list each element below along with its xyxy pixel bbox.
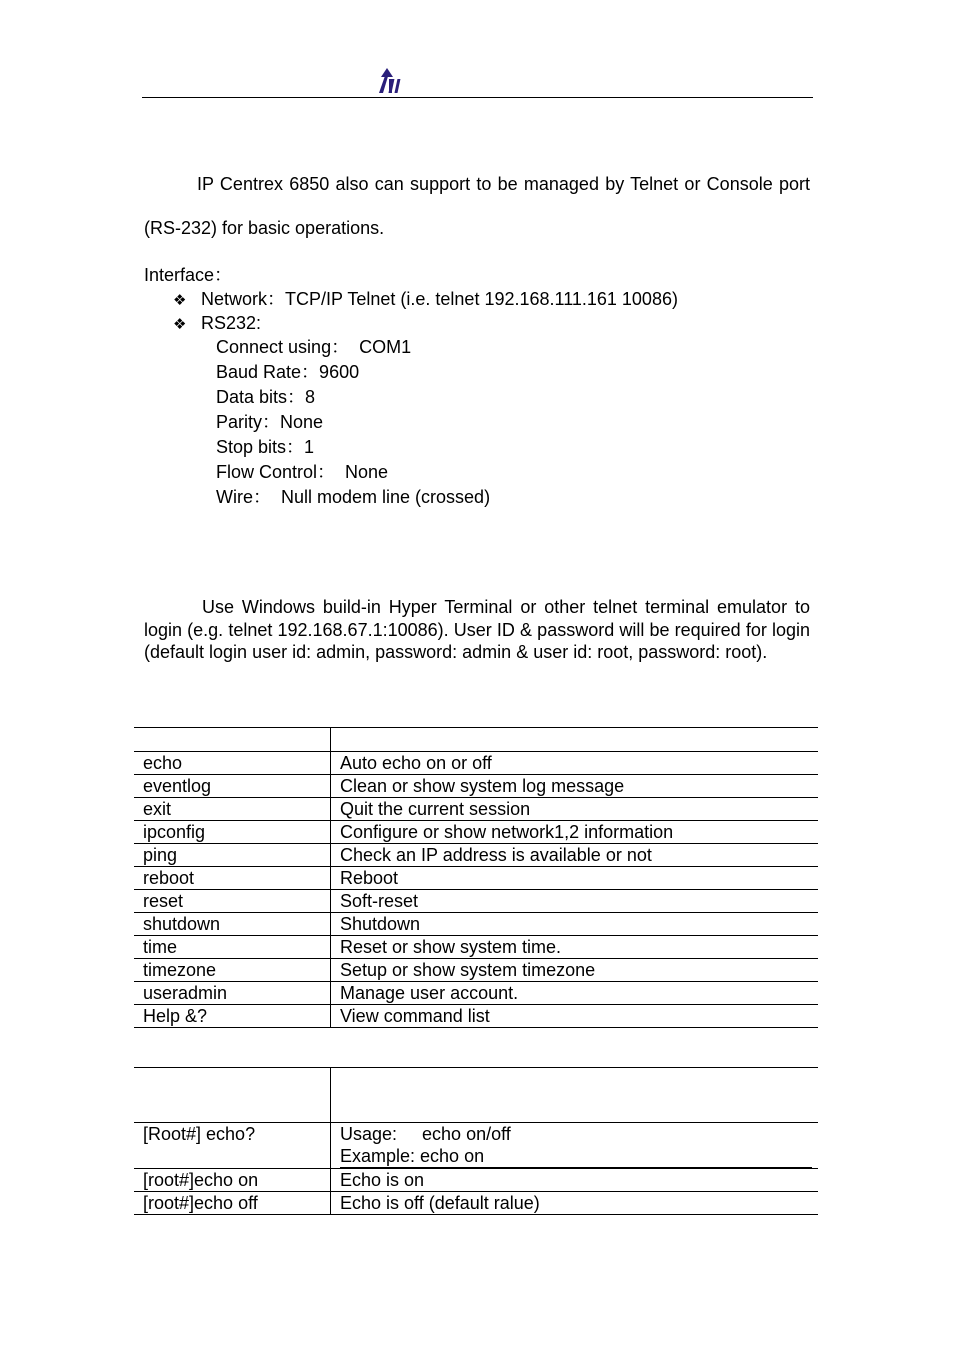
command-cell: timezone	[134, 959, 331, 982]
rs232-wire: Wire： Null modem line (crossed)	[216, 487, 491, 507]
rs232-connect-using: Connect using： COM1	[216, 337, 412, 357]
usage-text: Usage: echo on/off	[340, 1124, 511, 1144]
command-header-cell	[134, 728, 331, 752]
command-table-header	[134, 728, 818, 752]
command-cell: ipconfig	[134, 821, 331, 844]
diamond-bullet-icon: ❖	[173, 315, 187, 333]
description-cell: Shutdown	[331, 913, 819, 936]
rs232-data-bits: Data bits：8	[216, 387, 316, 407]
table-row	[134, 913, 818, 936]
table-row	[134, 844, 818, 867]
rs232-baud-rate: Baud Rate：9600	[216, 362, 360, 382]
description-cell: Manage user account.	[331, 982, 819, 1005]
command-cell: shutdown	[134, 913, 331, 936]
table-row	[134, 752, 818, 775]
table-row	[134, 1005, 818, 1028]
company-logo-icon	[377, 67, 407, 95]
description-cell: Auto echo on or off	[331, 752, 819, 775]
description-cell: Reboot	[331, 867, 819, 890]
description-cell: Echo is off (default ralue)	[331, 1192, 819, 1215]
command-cell: Help &?	[134, 1005, 331, 1028]
command-cell: ping	[134, 844, 331, 867]
example-table-header	[134, 1068, 818, 1123]
rs232-flow-control: Flow Control： None	[216, 462, 389, 482]
table-row	[134, 890, 818, 913]
rs232-parity: Parity：None	[216, 412, 324, 432]
command-cell: echo	[134, 752, 331, 775]
example-header-cell	[134, 1068, 331, 1123]
description-cell: Setup or show system timezone	[331, 959, 819, 982]
intro-paragraph: IP Centrex 6850 also can support to be managed by Telnet or Console port (RS-232) for basic operations.	[144, 174, 810, 238]
command-table	[134, 727, 818, 1028]
table-row	[134, 775, 818, 798]
usage-cell	[331, 1123, 819, 1169]
description-cell: Configure or show network1,2 information	[331, 821, 819, 844]
command-cell: [root#]echo off	[134, 1192, 331, 1215]
description-cell: View command list	[331, 1005, 819, 1028]
header-divider	[142, 97, 813, 98]
description-cell: Reset or show system time.	[331, 936, 819, 959]
description-header-cell	[331, 728, 819, 752]
bullet-network: ❖ Network：TCP/IP Telnet (i.e. telnet 192.168.111.161 10086)	[173, 287, 678, 312]
command-cell: reset	[134, 890, 331, 913]
example-header-cell	[331, 1068, 819, 1123]
table-row	[134, 1123, 818, 1169]
description-cell: Check an IP address is available or not	[331, 844, 819, 867]
diamond-bullet-icon: ❖	[173, 291, 187, 309]
table-row	[134, 798, 818, 821]
command-cell: [Root#] echo?	[134, 1123, 331, 1169]
bullet-rs232: ❖ RS232:	[173, 311, 261, 336]
table-row	[134, 821, 818, 844]
table-row	[134, 982, 818, 1005]
command-cell: [root#]echo on	[134, 1169, 331, 1192]
table-row	[134, 867, 818, 890]
table-row	[134, 936, 818, 959]
description-cell: Clean or show system log message	[331, 775, 819, 798]
table-row	[134, 1192, 818, 1215]
command-cell: exit	[134, 798, 331, 821]
command-cell: reboot	[134, 867, 331, 890]
command-cell: time	[134, 936, 331, 959]
description-cell: Soft-reset	[331, 890, 819, 913]
example-text: Example: echo on	[340, 1145, 812, 1168]
table-row	[134, 1169, 818, 1192]
rs232-stop-bits: Stop bits：1	[216, 437, 315, 457]
echo-example-table	[134, 1067, 818, 1215]
interface-heading: Interface：	[144, 265, 233, 285]
command-cell: eventlog	[134, 775, 331, 798]
table-row	[134, 959, 818, 982]
description-cell: Quit the current session	[331, 798, 819, 821]
command-cell: useradmin	[134, 982, 331, 1005]
login-paragraph: Use Windows build-in Hyper Terminal or other telnet terminal emulator to login (e.g. telnet 192.168.67.1:10086). User ID & password will be required for login (default login user id: admin, password: admin & user id: root, password: root).	[144, 597, 810, 662]
description-cell: Echo is on	[331, 1169, 819, 1192]
